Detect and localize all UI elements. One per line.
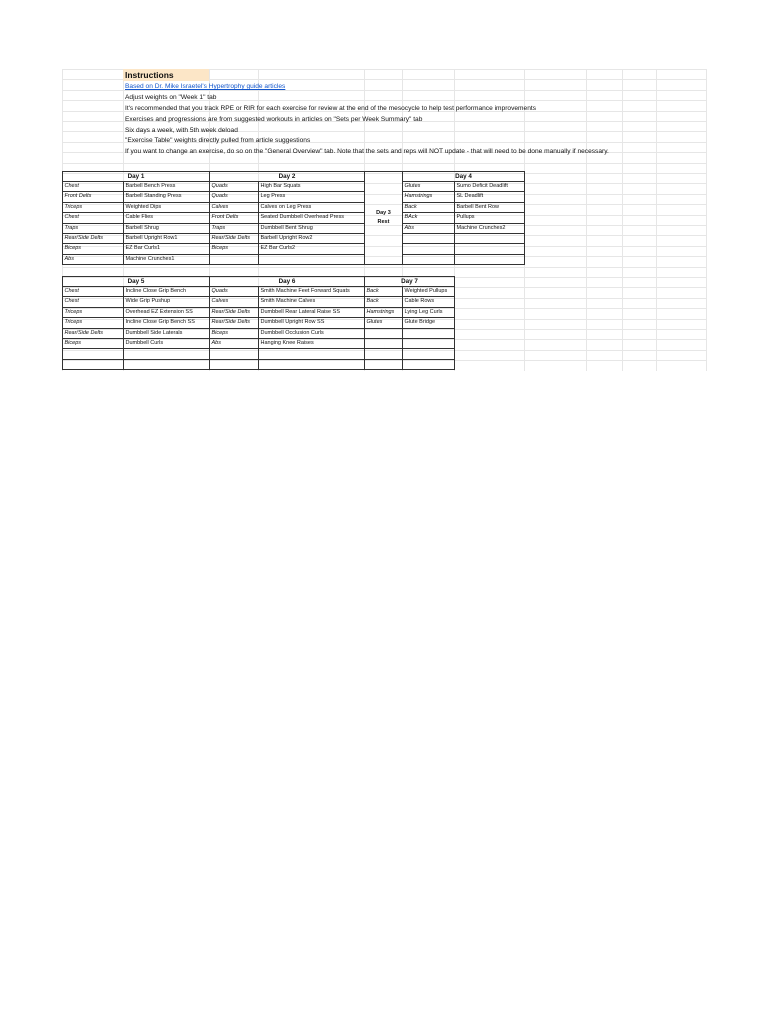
day-1-exercise-cell[interactable]: Cable Flies <box>124 213 210 223</box>
instruction-line: If you want to change an exercise, do so on the "General Overview" tab. Note that the sets and reps will NOT update - that will need to be done manually if necessary. <box>125 148 609 155</box>
day-2-muscle-cell[interactable]: Front Delts <box>210 213 259 223</box>
day-5-exercise-cell[interactable]: Dumbbell Side Laterals <box>124 329 210 339</box>
day-4-header: Day 4 <box>403 172 525 182</box>
day-5-muscle-cell[interactable]: Chest <box>63 287 124 297</box>
day-2-header: Day 2 <box>210 172 365 182</box>
day-6-exercise-cell[interactable]: Smith Machine Feet Forward Squats <box>259 287 365 297</box>
day-4-exercise-cell[interactable]: Machine Crunches2 <box>455 224 525 234</box>
day-4-muscle-cell[interactable] <box>403 244 455 254</box>
day-1-muscle-cell[interactable]: Biceps <box>63 244 124 254</box>
day-2-exercise-cell[interactable]: Dumbbell Bent Shrug <box>259 224 365 234</box>
day-5-muscle-cell[interactable] <box>63 349 124 359</box>
day-2-exercise-cell[interactable]: EZ Bar Curls2 <box>259 244 365 254</box>
day-2-exercise-cell[interactable]: Barbell Upright Row2 <box>259 234 365 244</box>
day-2-muscle-cell[interactable]: Calves <box>210 203 259 213</box>
day-1-exercise-cell[interactable]: Machine Crunches1 <box>124 255 210 265</box>
day-4-muscle-cell[interactable] <box>403 234 455 244</box>
day-4-exercise-cell[interactable]: Pullups <box>455 213 525 223</box>
day-1-muscle-cell[interactable]: Rear/Side Delts <box>63 234 124 244</box>
day-6-muscle-cell[interactable]: Biceps <box>210 329 259 339</box>
day-4-exercise-cell[interactable] <box>455 244 525 254</box>
day-1-exercise-cell[interactable]: Barbell Upright Row1 <box>124 234 210 244</box>
day-5-muscle-cell[interactable]: Triceps <box>63 318 124 328</box>
day-1-muscle-cell[interactable]: Traps <box>63 224 124 234</box>
instructions-title: Instructions <box>123 69 209 81</box>
instruction-line: It's recommended that you track RPE or RIR for each exercise for review at the end of the mesocycle to help test performance improvements <box>125 105 536 112</box>
day-5-muscle-cell[interactable]: Biceps <box>63 339 124 349</box>
day-5-muscle-cell[interactable]: Chest <box>63 297 124 307</box>
day-1-muscle-cell[interactable]: Triceps <box>63 203 124 213</box>
day-7-muscle-cell[interactable]: Back <box>365 297 403 307</box>
hypertrophy-guide-link[interactable]: Based on Dr. Mike Israetel's Hypertrophy guide articles <box>125 83 286 90</box>
day-5-exercise-cell[interactable]: Incline Close Grip Bench SS <box>124 318 210 328</box>
day-1-exercise-cell[interactable]: Barbell Standing Press <box>124 192 210 202</box>
day-6-exercise-cell[interactable] <box>259 360 365 370</box>
day-4-exercise-cell[interactable] <box>455 255 525 265</box>
day-2-exercise-cell[interactable]: Seated Dumbbell Overhead Press <box>259 213 365 223</box>
day-7-exercise-cell[interactable]: Glute Bridge <box>403 318 455 328</box>
day-5-exercise-cell[interactable]: Overhead EZ Extension SS <box>124 308 210 318</box>
day-6-muscle-cell[interactable]: Abs <box>210 339 259 349</box>
day-5-muscle-cell[interactable]: Rear/Side Delts <box>63 329 124 339</box>
day-7-muscle-cell[interactable]: Back <box>365 287 403 297</box>
day-5-header: Day 5 <box>63 277 210 287</box>
day-7-header: Day 7 <box>365 277 455 287</box>
day-3-rest-cell <box>365 172 403 265</box>
instruction-line: "Exercise Table" weights directly pulled from article suggestions <box>125 137 311 144</box>
day-6-exercise-cell[interactable]: Smith Machine Calves <box>259 297 365 307</box>
day-1-muscle-cell[interactable]: Chest <box>63 182 124 192</box>
day-4-exercise-cell[interactable] <box>455 234 525 244</box>
day-1-header: Day 1 <box>63 172 210 182</box>
day-1-muscle-cell[interactable]: Abs <box>63 255 124 265</box>
day-2-muscle-cell[interactable] <box>210 255 259 265</box>
day-4-muscle-cell[interactable]: Back <box>403 203 455 213</box>
day-6-muscle-cell[interactable]: Calves <box>210 297 259 307</box>
day-7-muscle-cell[interactable]: Glutes <box>365 318 403 328</box>
day-5-muscle-cell[interactable] <box>63 360 124 370</box>
day-1-exercise-cell[interactable]: Barbell Shrug <box>124 224 210 234</box>
day-3-rest-label: Rest <box>377 219 390 226</box>
day-6-muscle-cell[interactable] <box>210 360 259 370</box>
day-5-exercise-cell[interactable] <box>124 360 210 370</box>
day-1-exercise-cell[interactable]: Weighted Dips <box>124 203 210 213</box>
day-2-exercise-cell[interactable]: Calves on Leg Press <box>259 203 365 213</box>
day-4-muscle-cell[interactable] <box>403 255 455 265</box>
day-6-muscle-cell[interactable]: Rear/Side Delts <box>210 318 259 328</box>
day-6-muscle-cell[interactable] <box>210 349 259 359</box>
day-7-exercise-cell[interactable] <box>403 339 455 349</box>
day-7-exercise-cell[interactable]: Cable Rows <box>403 297 455 307</box>
day-7-exercise-cell[interactable] <box>403 360 455 370</box>
schedule-days-1-4 <box>62 171 525 265</box>
day-1-muscle-cell[interactable]: Chest <box>63 213 124 223</box>
day-3-label: Day 3 <box>376 209 391 216</box>
day-6-exercise-cell[interactable]: Hanging Knee Raises <box>259 339 365 349</box>
day-5-exercise-cell[interactable] <box>124 349 210 359</box>
day-6-muscle-cell[interactable]: Quads <box>210 287 259 297</box>
day-6-exercise-cell[interactable] <box>259 349 365 359</box>
day-7-exercise-cell[interactable]: Lying Leg Curls <box>403 308 455 318</box>
day-7-muscle-cell[interactable] <box>365 360 403 370</box>
day-2-muscle-cell[interactable]: Rear/Side Delts <box>210 234 259 244</box>
instruction-line: Exercises and progressions are from suggested workouts in articles on "Sets per Week Summary" tab <box>125 116 423 123</box>
day-5-exercise-cell[interactable]: Incline Close Grip Bench <box>124 287 210 297</box>
day-2-muscle-cell[interactable]: Quads <box>210 182 259 192</box>
day-2-exercise-cell[interactable]: Leg Press <box>259 192 365 202</box>
day-7-exercise-cell[interactable] <box>403 329 455 339</box>
day-7-exercise-cell[interactable] <box>403 349 455 359</box>
day-2-muscle-cell[interactable]: Quads <box>210 192 259 202</box>
day-2-muscle-cell[interactable]: Traps <box>210 224 259 234</box>
day-7-muscle-cell[interactable]: Hamstrings <box>365 308 403 318</box>
day-1-exercise-cell[interactable]: EZ Bar Curls1 <box>124 244 210 254</box>
day-7-muscle-cell[interactable] <box>365 339 403 349</box>
day-4-exercise-cell[interactable]: Sumo Deficit Deadlift <box>455 182 525 192</box>
day-2-muscle-cell[interactable]: Biceps <box>210 244 259 254</box>
day-7-muscle-cell[interactable] <box>365 329 403 339</box>
day-6-exercise-cell[interactable]: Dumbbell Upright Row SS <box>259 318 365 328</box>
day-1-exercise-cell[interactable]: Barbell Bench Press <box>124 182 210 192</box>
day-4-muscle-cell[interactable]: Hamstrings <box>403 192 455 202</box>
day-2-exercise-cell[interactable] <box>259 255 365 265</box>
day-7-exercise-cell[interactable]: Weighted Pullups <box>403 287 455 297</box>
day-5-exercise-cell[interactable]: Wide Grip Pushup <box>124 297 210 307</box>
day-6-header: Day 6 <box>210 277 365 287</box>
instruction-line: Adjust weights on "Week 1" tab <box>125 94 217 101</box>
day-4-muscle-cell[interactable]: Glutes <box>403 182 455 192</box>
day-4-exercise-cell[interactable]: Barbell Bent Row <box>455 203 525 213</box>
day-2-exercise-cell[interactable]: High Bar Squats <box>259 182 365 192</box>
day-5-exercise-cell[interactable]: Dumbbell Curls <box>124 339 210 349</box>
day-7-muscle-cell[interactable] <box>365 349 403 359</box>
day-6-muscle-cell[interactable]: Rear/Side Delts <box>210 308 259 318</box>
instruction-line: Six days a week, with 5th week deload <box>125 126 238 134</box>
day-1-muscle-cell[interactable]: Front Delts <box>63 192 124 202</box>
day-4-muscle-cell[interactable]: Abs <box>403 224 455 234</box>
day-6-exercise-cell[interactable]: Dumbbell Rear Lateral Raise SS <box>259 308 365 318</box>
day-5-muscle-cell[interactable]: Triceps <box>63 308 124 318</box>
day-4-muscle-cell[interactable]: BAck <box>403 213 455 223</box>
day-6-exercise-cell[interactable]: Dumbbell Occlusion Curls <box>259 329 365 339</box>
schedule-days-5-7 <box>62 276 455 370</box>
day-4-exercise-cell[interactable]: SL Deadlift <box>455 192 525 202</box>
